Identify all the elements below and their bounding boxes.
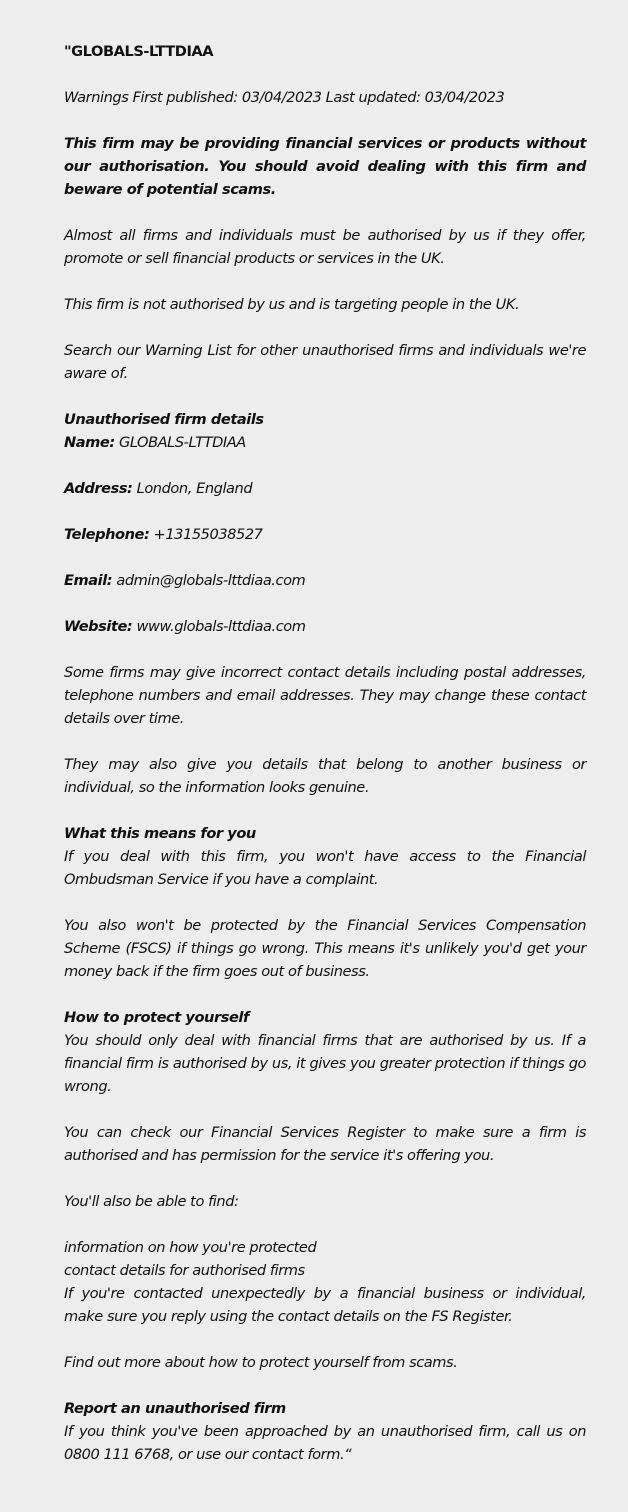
website-value: www.globals-lttdiaa.com <box>132 618 306 635</box>
deal-authorised-paragraph: You should only deal with financial firms that are authorised by us. If a financial firm is authorised by us, it gives you greater protection if things go wrong. <box>64 1032 586 1095</box>
telephone-row <box>64 523 586 546</box>
address-row <box>64 477 586 500</box>
report-paragraph: If you think you've been approached by an unauthorised firm, call us on 0800 111 6768, or use our contact form.“ <box>64 1423 586 1463</box>
incorrect-details-paragraph: Some firms may give incorrect contact details including postal addresses, telephone numbers and email addresses. They may change these contact details over time. <box>64 664 586 727</box>
name-value: GLOBALS-LTTDIAA <box>114 434 246 451</box>
find-out-more-paragraph: Find out more about how to protect yourself from scams. <box>64 1354 458 1371</box>
contacted-unexpectedly-paragraph: If you're contacted unexpectedly by a financial business or individual, make sure you reply using the contact details on the FS Register. <box>64 1285 586 1325</box>
find-list-section <box>64 1236 586 1328</box>
register-paragraph: You can check our Financial Services Register to make sure a firm is authorised and has permission for the service it's offering you. <box>64 1124 586 1164</box>
report-section <box>64 1397 586 1466</box>
ombudsman-paragraph: If you deal with this firm, you won't have access to the Financial Ombudsman Service if you have a complaint. <box>64 848 586 888</box>
firm-details-heading: Unauthorised firm details <box>64 411 264 428</box>
list-item: information on how you're protected <box>64 1239 317 1256</box>
means-for-you-section <box>64 822 586 891</box>
firm-details-section <box>64 408 586 454</box>
address-label: Address: <box>64 480 133 497</box>
email-value: admin@globals-lttdiaa.com <box>112 572 306 589</box>
published-dates: Warnings First published: 03/04/2023 Last updated: 03/04/2023 <box>64 89 505 106</box>
fscs-paragraph: You also won't be protected by the Financial Services Compensation Scheme (FSCS) if things go wrong. This means it's unlikely you'd get your money back if the firm goes out of business. <box>64 917 586 980</box>
list-item: contact details for authorised firms <box>64 1262 305 1279</box>
also-find-paragraph: You'll also be able to find: <box>64 1193 239 1210</box>
protect-yourself-section <box>64 1006 586 1098</box>
email-label: Email: <box>64 572 113 589</box>
search-warning-list-paragraph: Search our Warning List for other unauthorised firms and individuals we're aware of. <box>64 342 586 382</box>
name-label: Name: <box>64 434 115 451</box>
website-label: Website: <box>64 618 133 635</box>
not-authorised-paragraph: This firm is not authorised by us and is targeting people in the UK. <box>64 296 520 313</box>
website-row <box>64 615 586 638</box>
belong-to-another-paragraph: They may also give you details that belong to another business or individual, so the information looks genuine. <box>64 756 586 796</box>
protect-yourself-heading: How to protect yourself <box>64 1009 249 1026</box>
means-for-you-heading: What this means for you <box>64 825 256 842</box>
firm-title: "GLOBALS-LTTDIAA <box>64 43 214 60</box>
address-value: London, England <box>132 480 253 497</box>
authorisation-paragraph: Almost all firms and individuals must be authorised by us if they offer, promote or sell financial products or services in the UK. <box>64 227 586 267</box>
email-row <box>64 569 586 592</box>
report-heading: Report an unauthorised firm <box>64 1400 286 1417</box>
telephone-value: +13155038527 <box>149 526 263 543</box>
warning-notice: This firm may be providing financial services or products without our authorisation. You should avoid dealing with this firm and beware of potential scams. <box>64 135 586 198</box>
telephone-label: Telephone: <box>64 526 150 543</box>
